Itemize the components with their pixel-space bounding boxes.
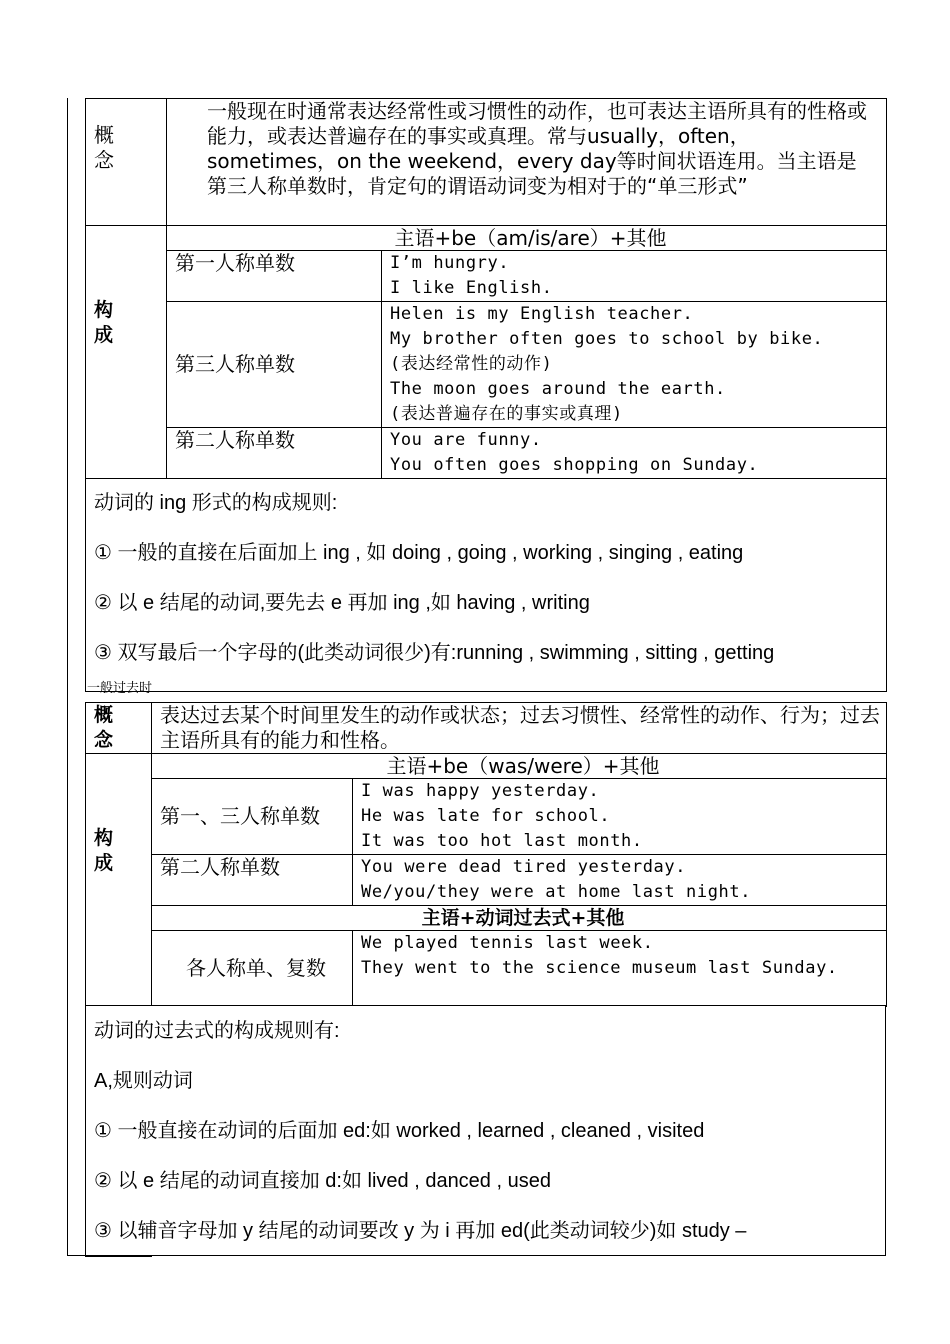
rule-line: 动词的过去式的构成规则有: [94, 1020, 340, 1042]
person-cell: 各人称单、复数 [152, 931, 353, 1007]
past-tense-caption: 一般过去时 [87, 681, 153, 696]
concept-label: 概 念 [86, 703, 152, 754]
ing-rules [86, 479, 887, 692]
person-cell: 第三人称单数 [167, 302, 382, 428]
person-cell: 第二人称单数 [167, 428, 382, 479]
ed-rules-box [85, 1005, 886, 1256]
rule-line: ③ 双写最后一个字母的(此类动词很少)有:running , swimming , sitting , getting [94, 642, 775, 664]
rule-line: A,规则动词 [94, 1070, 193, 1092]
example-cell: You were dead tired yesterday. We/you/they were at home last night. [353, 855, 887, 906]
example-cell: You are funny. You often goes shopping on Sunday. [382, 428, 887, 479]
rule-line: ③ 以辅音字母加 y 结尾的动词要改 y 为 i 再加 ed(此类动词较少)如 study – [94, 1220, 747, 1242]
formula: 主语+be（am/is/are）+其他 [167, 226, 887, 251]
rule-line: ① 一般直接在动词的后面加 ed:如 worked , learned , cleaned , visited [94, 1120, 705, 1142]
formula-2: 主语+动词过去式+其他 [152, 906, 887, 931]
rule-line: 动词的 ing 形式的构成规则: [94, 492, 338, 514]
example-cell: I’m hungry. I like English. [382, 251, 887, 302]
present-tense-table [85, 98, 887, 692]
person-cell: 第一人称单数 [167, 251, 382, 302]
structure-label: 构 成 [86, 754, 152, 1257]
formula: 主语+be（was/were）+其他 [152, 754, 887, 779]
concept-label: 概 念 [86, 99, 167, 226]
example-cell: We played tennis last week. They went to the science museum last Sunday. [353, 931, 887, 1007]
concept-text: 表达过去某个时间里发生的动作或状态；过去习惯性、经常性的动作、行为；过去主语所具有的能力和性格。 [152, 703, 887, 754]
example-cell: I was happy yesterday. He was late for school. It was too hot last month. [353, 779, 887, 855]
rule-line: ① 一般的直接在后面加上 ing , 如 doing , going , working , singing , eating [94, 542, 744, 564]
person-cell: 第一、三人称单数 [152, 779, 353, 855]
structure-label: 构 成 [86, 226, 167, 479]
rule-line: ② 以 e 结尾的动词,要先去 e 再加 ing ,如 having , writing [94, 592, 590, 614]
person-cell: 第二人称单数 [152, 855, 353, 906]
outer-border-bottom [67, 1255, 87, 1256]
outer-border-left [67, 98, 86, 1256]
example-cell: Helen is my English teacher. My brother often goes to school by bike. (表达经常性的动作) The moon goes around the earth. (表达普遍存在的事实或真理) [382, 302, 887, 428]
concept-text: 一般现在时通常表达经常性或习惯性的动作，也可表达主语所具有的性格或能力，或表达普遍存在的事实或真理。常与usually，often，sometimes，on the weekend，every day等时间状语连用。当主语是第三人称单数时，肯定句的谓语动词变为相对于的“单三形式” [167, 99, 887, 226]
rule-line: ② 以 e 结尾的动词直接加 d:如 lived , danced , used [94, 1170, 551, 1192]
